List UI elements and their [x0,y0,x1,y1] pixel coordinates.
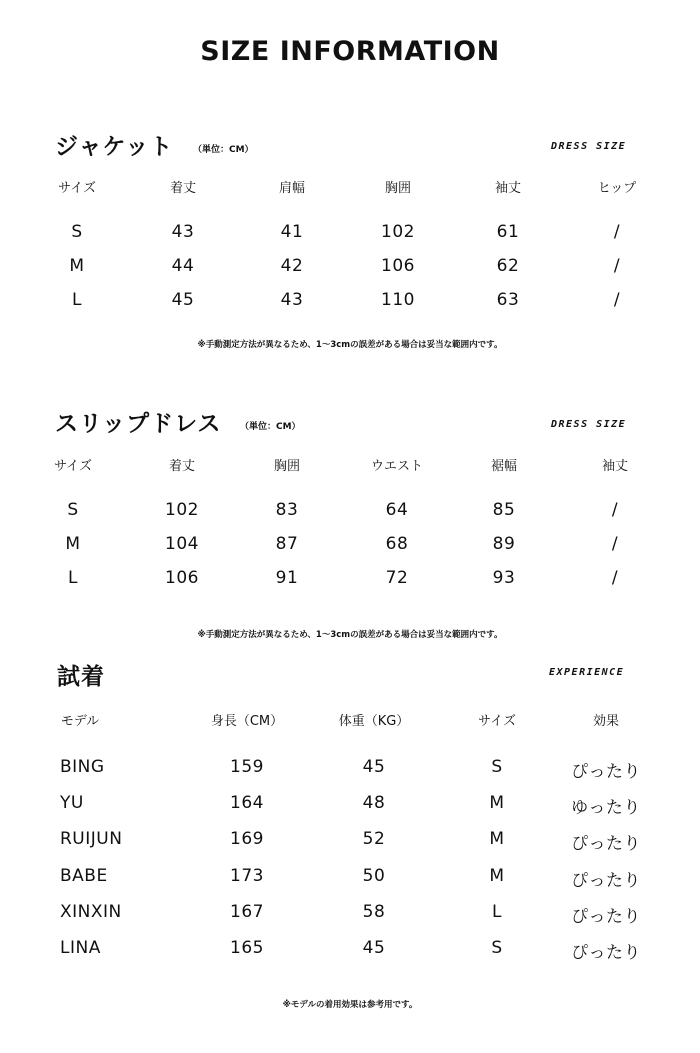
fitting-cell: 165 [230,938,264,958]
jacket-cell: 43 [171,222,195,242]
fitting-cell: S [491,938,503,958]
fitting-cell: 58 [362,902,386,922]
fitting-cell: M [489,793,505,813]
slip-cell: 91 [275,568,299,588]
fitting-cell: YU [60,793,84,813]
slip-unit-label: （単位：CM） [240,422,301,432]
fitting-cell: M [489,866,505,886]
fitting-cell: 167 [230,902,264,922]
jacket-cell: 44 [171,256,195,276]
jacket-cell: 43 [280,290,304,310]
jacket-cell: / [613,256,621,276]
fitting-cell: ぴったり [571,907,641,927]
jacket-cell: 110 [381,290,415,310]
fitting-cell: RUIJUN [60,829,123,849]
jacket-cell: 42 [280,256,304,276]
jacket-cell: 106 [381,256,415,276]
fitting-header-0: モデル [60,714,100,729]
fitting-experience-tag: EXPERIENCE [549,667,625,678]
fitting-cell: 48 [362,793,386,813]
slip-cell: / [611,568,619,588]
jacket-cell: 61 [496,222,520,242]
jacket-cell: / [613,290,621,310]
slip-header-4: 裾幅 [490,459,517,474]
jacket-cell: / [613,222,621,242]
slip-cell: / [611,534,619,554]
fitting-cell: LINA [60,938,101,958]
fitting-cell: 173 [230,866,264,886]
slip-section-title: スリップドレス [55,411,222,437]
fitting-cell: 45 [362,757,386,777]
slip-measurement-note: ※手動測定方法が異なるため、1～3cmの誤差がある場合は妥当な範囲内です。 [197,630,503,640]
slip-cell: 89 [492,534,516,554]
slip-header-5: 袖丈 [601,459,628,474]
fitting-cell: 50 [362,866,386,886]
fitting-cell: 164 [230,793,264,813]
slip-cell: / [611,500,619,520]
jacket-cell: 102 [381,222,415,242]
jacket-header-1: 着丈 [169,181,196,196]
fitting-header-1: 身長（CM） [210,714,284,729]
fitting-cell: S [491,757,503,777]
fitting-cell: ぴったり [571,834,641,854]
fitting-cell: 45 [362,938,386,958]
fitting-cell: 159 [230,757,264,777]
fitting-cell: ぴったり [571,871,641,891]
jacket-header-2: 肩幅 [278,181,305,196]
slip-header-2: 胸囲 [273,459,300,474]
jacket-header-4: 袖丈 [494,181,521,196]
fitting-section-title: 試着 [57,664,105,690]
slip-header-3: ウエスト [370,459,423,474]
jacket-header-5: ヒップ [597,181,637,196]
jacket-cell: 41 [280,222,304,242]
fitting-header-2: 体重（KG） [338,714,410,729]
jacket-header-0: サイズ [58,181,96,196]
fitting-cell: 169 [230,829,264,849]
jacket-cell: S [71,222,83,242]
fitting-cell: BING [60,757,105,777]
jacket-cell: L [72,290,82,310]
slip-cell: 72 [385,568,409,588]
fitting-cell: L [492,902,502,922]
slip-cell: 93 [492,568,516,588]
slip-cell: 106 [165,568,199,588]
jacket-measurement-note: ※手動測定方法が異なるため、1～3cmの誤差がある場合は妥当な範囲内です。 [197,340,503,350]
fitting-header-3: サイズ [478,714,516,729]
fitting-cell: 52 [362,829,386,849]
fitting-cell: XINXIN [60,902,122,922]
fitting-header-4: 効果 [592,714,619,729]
fitting-cell: BABE [60,866,108,886]
slip-cell: 87 [275,534,299,554]
fitting-reference-note: ※モデルの着用効果は参考用です。 [282,1000,418,1010]
jacket-cell: 62 [496,256,520,276]
fitting-cell: ゆったり [571,798,641,818]
slip-cell: M [65,534,81,554]
slip-cell: 64 [385,500,409,520]
slip-cell: 68 [385,534,409,554]
page-title: SIZE INFORMATION [200,36,500,67]
slip-cell: 83 [275,500,299,520]
jacket-cell: 45 [171,290,195,310]
slip-cell: L [68,568,78,588]
slip-cell: S [67,500,79,520]
slip-header-1: 着丈 [168,459,195,474]
jacket-cell: 63 [496,290,520,310]
slip-cell: 104 [165,534,199,554]
jacket-section-title: ジャケット [55,134,174,160]
slip-header-0: サイズ [54,459,92,474]
jacket-header-3: 胸囲 [384,181,411,196]
fitting-cell: ぴったり [571,943,641,963]
slip-dress-size-tag: DRESS SIZE [551,419,627,430]
jacket-dress-size-tag: DRESS SIZE [551,141,627,152]
slip-cell: 102 [165,500,199,520]
jacket-unit-label: （単位：CM） [193,145,254,155]
fitting-cell: M [489,829,505,849]
fitting-cell: ぴったり [571,762,641,782]
slip-cell: 85 [492,500,516,520]
jacket-cell: M [69,256,85,276]
